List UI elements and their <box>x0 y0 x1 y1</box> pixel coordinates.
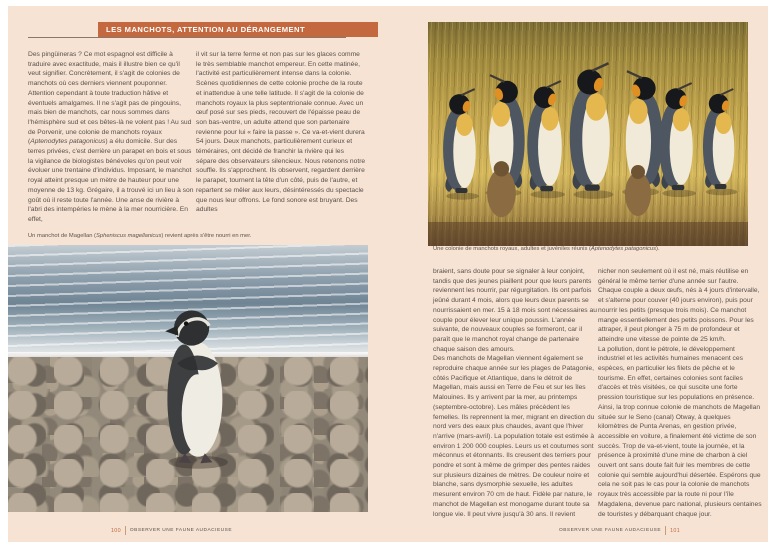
header-rule <box>28 37 346 38</box>
body-paragraph: il vit sur la terre ferme et non pas sur les glaces comme le très semblable manchot empereur. En cette matinée, l'activité est particulièrement intense dans la colonie. Scènes quotidiennes de cette colonie proche de la route et inattendue à une telle latitude. Il s'agit de la colonie de manchots royaux la plus septentrionale connue. Avec un œuf posé sur ses pieds, recouvert de l'épaisse peau de son bas-ventre, un adulte attend que son partenaire revienne pour lui « faire la passe ». Ce va-et-vient durera 54 jours. Deux manchots, particulièrement curieux et téméraires, ont décidé de franchir la rivière qui les sépare des observateurs silencieux. Nous retenons notre souffle. Ils s'approchent. Ils observent, regardent derrière le parapet, tournent la tête d'un côté, puis de l'autre, et repartent se mêler aux leurs, désintéressés du spectacle que nous leur offrons. Le fond sonore est bruyant. Des adultes <box>196 51 366 214</box>
footer-section-label: OBSERVER UNE FAUNE AUDACIEUSE <box>129 528 233 533</box>
caption-text: Une colonie de manchots royaux, adultes et juvéniles réunis ( <box>433 246 591 252</box>
magellanic-penguin-illustration <box>163 290 229 476</box>
section-title-banner: LES MANCHOTS, ATTENTION AU DÉRANGEMENT <box>98 22 378 37</box>
page-number: 100 <box>111 527 121 534</box>
page-number: 101 <box>670 527 680 534</box>
right-page-footer <box>559 526 680 535</box>
body-paragraph <box>28 50 194 225</box>
body-paragraph: Des manchots de Magellan viennent également se reproduire chaque année sur les plages de Patagonie, côtés Pacifique et Atlantique, dans le détroit de Magellan, mais aussi en Terre de Feu et sur les îles Malouines. Ils y arrivent par la mer, au printemps (septembre-octobre). Les mâles précèdent les femelles. Ils reprennent la mer, migrant en direction du nord vers des eaux plus chaudes, avant que l'hiver n'arrive (mars-avril). La population totale est estimée à environ 1 200 000 couples. Leurs us et coutumes sont méconnus et étonnants. Ils creusent des terriers pour pondre et sont à même de grimper des pentes raides sur plusieurs dizaines de mètres. De couleur noire et blanche, sans dysmorphie sexuelle, les adultes mesurent environ 70 cm de haut. Fidèle par nature, le manchot de Magellan est monogame durant toute sa longue vie. Il peut vivre jusqu'à 30 ans. Il revient <box>433 355 595 518</box>
species-name: Spheniscus magellanicus <box>96 233 162 239</box>
left-page-column-1 <box>28 50 194 225</box>
body-paragraph: braient, sans doute pour se signaler à leur conjoint, tandis que des jeunes piaillent pour que leurs parents reviennent les nourrir, par régurgitation. Ils ont parfois jeûné durant 4 mois, alors que leurs deux parents se nourrissaient en mer. 15 à 18 mois sont nécessaires au couple pour élever leur unique poussin. L'année suivante, de nouveaux couples se formeront, car il paraît que le manchot royal change de partenaire chaque saison des amours. <box>433 268 597 353</box>
caption-text: Un manchot de Magellan ( <box>28 233 96 239</box>
right-page-column-2 <box>598 267 762 519</box>
species-name: Aptenodytes patagonicus <box>30 138 106 146</box>
left-page-column-2 <box>196 50 366 215</box>
body-paragraph: La pollution, dont le pétrole, le développement industriel et les activités humaines menacent ces espèces, en particulier les filets de pêche et le tourisme. En effet, certaines colonies sont faciles d'accès et très visitées, ce qui suscite une forte pression touristique sur les populations en présence. Ainsi, la trop connue colonie de manchots de Magellan située sur le Seno (canal) Otway, à quelques kilomètres de Punta Arenas, en gestion privée, accessible en voiture, a finalement été victime de son succès. Trop de va-et-vient, toute la journée, et la présence à proximité d'une mine de charbon à ciel ouvert ont sans doute fait fuir les membres de cette colonie qui semble aujourd'hui désertée. Espérons que cela ne soit pas le cas pour la colonie de manchots royaux très accessible par la route ni pour l'île Magdalena, devenue parc national, plusieurs centaines de touristes y débarquant chaque jour. <box>598 345 762 518</box>
footer-section-label: OBSERVER UNE FAUNE AUDACIEUSE <box>558 528 662 533</box>
left-page-footer <box>111 526 232 535</box>
footer-divider <box>665 526 666 535</box>
magellanic-penguin-photo <box>8 245 368 512</box>
right-page-column-1 <box>433 267 597 519</box>
species-name: Aptenodytes patagonicus <box>590 246 657 252</box>
caption-text: ) revient après s'être nourri en mer. <box>161 233 252 239</box>
right-photo-caption <box>433 246 763 253</box>
footer-divider <box>125 526 126 535</box>
body-text: Des pingüineras ? Ce mot espagnol est difficile à traduire avec exactitude, mais il illustre bien ce qu'il veut signifier. Concrètement, il s'agit de colonies de manchots où ces derniers viennent pouponner. Attention cependant à toute traduction hâtive et éventuels amalgames. Il ne s'agit pas de pingouins, mais bien de manchots, car nous sommes dans l'hémisphère sud et ces bêtes-là ne volent pas ! Au sud de Porvenir, une colonie de manchots royaux ( <box>28 51 192 146</box>
left-photo-caption <box>28 233 368 240</box>
book-spread <box>8 6 768 542</box>
king-penguin-colony-illustration <box>428 22 748 246</box>
king-penguin-colony-photo <box>428 22 748 246</box>
body-text: ) a élu domicile. Sur des terres privées, c'est derrière un parapet en bois et sous la vigilance de biologistes bénévoles qu'on peut voir évoluer une trentaine d'individus. Imposant, le manchot royal atteint presque un mètre de hauteur pour une moyenne de 13 kg. Grégaire, il a trouvé ici un lieu à son goût où il reste toute l'année. Une anse de rivière à l'abri des intempéries le mène à la mer nourricière. En effet, <box>28 138 194 223</box>
caption-text: ). <box>656 246 660 252</box>
body-paragraph: nicher non seulement où il est né, mais réutilise en général le même terrier d'une année sur l'autre. Chaque couple a deux œufs, nés à 4 jours d'intervalle, et s'alterne pour couver (40 jours environ), puis pour nourrir les petits (presque trois mois). Ce manchot mange essentiellement des petits poissons. Pour les attraper, il peut plonger à 75 m de profondeur et atteindre une vitesse de pointe de 25 km/h. <box>598 268 760 343</box>
